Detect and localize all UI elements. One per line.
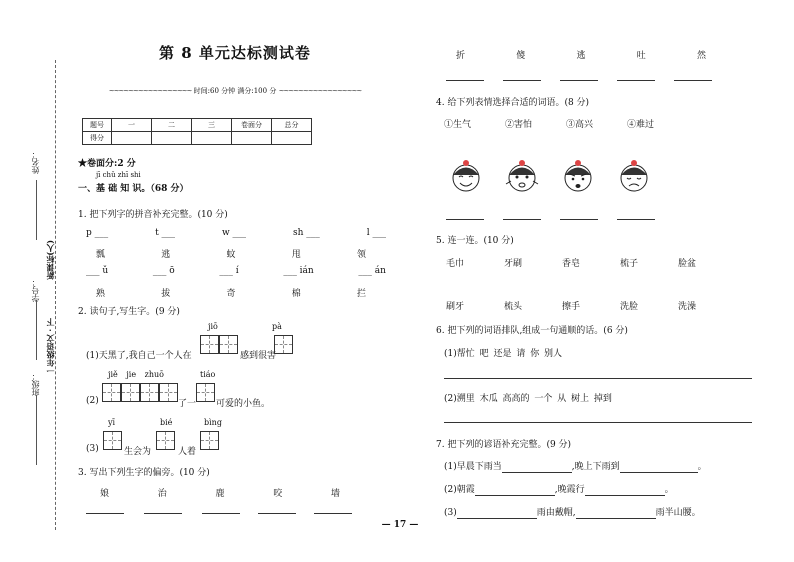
pinyin-blank[interactable]: w ___ [221,228,247,238]
sentence-text: 了一 [178,399,197,409]
char: 甩 [291,250,301,260]
char: 领 [356,250,366,260]
pinyin-row: jiě jie zhuō [108,370,164,379]
answer-line[interactable] [446,80,484,81]
q3-title: 3. 写出下列生字的偏旁。(10 分) [78,468,210,478]
q1-title: 1. 把下列字的拼音补充完整。(10 分) [78,210,228,220]
q1-row2-pinyin [86,266,386,276]
answer-line[interactable] [314,513,352,514]
score-header-cell: 三 [192,119,232,132]
char: 咬 [273,489,283,499]
answer-blank[interactable] [502,462,572,473]
pinyin-label: yī [108,418,116,427]
page-number: — 17 — [381,520,419,530]
match-item[interactable]: 脸盆 [677,259,696,269]
pinyin-blank[interactable]: ___ í [219,266,239,276]
match-item[interactable]: 梳头 [503,302,522,312]
char-box[interactable] [103,431,122,450]
pinyin-label: bié [160,418,173,427]
id-field[interactable] [36,300,37,360]
score-header-cell: 题号 [83,119,112,132]
char-box[interactable] [200,431,219,450]
pinyin-blank[interactable]: l ___ [366,228,386,238]
grade-label: 一年级语文 · 下 [45,318,55,375]
pinyin-label: tiáo [200,370,216,379]
char-box[interactable] [200,335,219,354]
answer-line[interactable] [202,513,240,514]
pinyin-blank[interactable]: ___ ǔ [86,266,109,276]
char: 傻 [516,51,526,61]
scared-face-icon [502,158,542,194]
q3-chars-continued [456,48,706,61]
match-item[interactable]: 梳子 [619,259,638,269]
char: 蚊 [226,250,236,260]
sentence-text: (1)天黑了,我自己一个人在 [86,351,192,361]
pinyin-label: bìng [204,418,222,427]
answer-line[interactable] [444,378,752,379]
name-label: 姓名： [31,150,40,174]
char: 拔 [161,289,171,299]
q1-row1-chars [96,247,366,260]
sentence-text: 生会为 [124,447,152,457]
answer-line[interactable] [617,219,655,220]
pinyin-blank[interactable]: p ___ [86,228,109,238]
q6-sentence-2: (2)溯里 木瓜 高高的 一个 从 树上 掉到 [444,394,612,404]
answer-line[interactable] [258,513,296,514]
char: 逃 [161,250,171,260]
pinyin-blank[interactable]: t ___ [155,228,176,238]
char: 熟 [96,289,106,299]
sentence-text: 可爱的小鱼。 [216,399,271,409]
q7-item-1: (1)早晨下雨当 ,晚上下雨到 。 [444,462,707,472]
answer-line[interactable] [444,422,752,423]
score-header-cell: 一 [112,119,152,132]
id-label: 学号： [31,278,40,302]
char-box[interactable] [156,431,175,450]
pinyin-label: jiō [208,322,218,331]
q4-options [444,117,654,130]
q4-title: 4. 给下列表情选择合适的词语。(8 分) [436,98,590,108]
char: 治 [157,489,167,499]
char: 棉 [291,289,301,299]
q5-title: 5. 连一连。(10 分) [436,236,514,246]
score-cell[interactable] [232,132,272,145]
q3-chars [100,486,340,499]
answer-line[interactable] [144,513,182,514]
score-header-cell: 二 [152,119,192,132]
score-header-cell: 卷面分 [232,119,272,132]
char-box[interactable] [196,383,215,402]
pinyin-label: pà [272,322,282,331]
answer-line[interactable] [503,80,541,81]
option-label: ②害怕 [504,120,532,130]
pinyin-blank[interactable]: sh ___ [293,228,320,238]
exam-meta: ~~~~~~~~~~~~~~~~~ 时间:60 分钟 满分:100 分 ~~~~~~~~~~~~~~~~~ [108,87,362,95]
answer-blank[interactable] [585,485,665,496]
char: 然 [696,51,706,61]
sentence-text: 感到很害 [240,351,277,361]
score-cell[interactable] [192,132,232,145]
score-cell[interactable] [112,132,152,145]
char-box[interactable] [121,383,140,402]
page-title: 第 8 单元达标测试卷 [159,44,311,62]
match-item[interactable]: 香皂 [561,259,580,269]
class-label: 班级： [31,372,40,396]
match-item[interactable]: 擦手 [561,302,580,312]
match-item[interactable]: 洗澡 [677,302,696,312]
sentence-text: (3) [86,444,99,454]
option-label: ①生气 [444,120,472,130]
match-item[interactable]: 刷牙 [446,302,465,312]
answer-line[interactable] [86,513,124,514]
q1-row1-pinyin [86,228,386,238]
q5-top-row [446,256,696,269]
section1-pinyin: jī chǔ zhī shi [96,171,141,179]
char: 鹿 [215,489,225,499]
score-cell[interactable] [272,132,312,145]
pinyin-blank[interactable]: ___ ō [152,266,175,276]
sentence-text: (2) [86,396,99,406]
q2-title: 2. 读句子,写生字。(9 分) [78,307,180,317]
name-field[interactable] [36,180,37,240]
edition-label: 新课标(人) [45,240,55,280]
pinyin-blank[interactable]: ___ án [358,266,386,276]
q7-item-3: (3) 雨由戴帽, 雨半山腰。 [444,508,701,518]
exam-time-score: 时间:60 分钟 满分:100 分 [193,87,277,95]
char-box[interactable] [159,383,178,402]
answer-line[interactable] [503,219,541,220]
q6-sentence-1: (1)帮忙 吧 还是 请 你 别人 [444,349,563,359]
answer-blank[interactable] [620,462,698,473]
q6-title: 6. 把下列的词语排队,组成一句通顺的话。(6 分) [436,326,628,336]
option-label: ③高兴 [565,120,593,130]
char: 折 [456,51,466,61]
option-label: ④难过 [626,120,654,130]
score-table [82,118,312,145]
answer-line[interactable] [560,80,598,81]
char-box[interactable] [274,335,293,354]
answer-line[interactable] [446,219,484,220]
angry-face-icon [558,158,598,194]
class-field[interactable] [36,395,37,465]
match-item[interactable]: 牙刷 [503,259,522,269]
match-item[interactable]: 毛巾 [446,259,465,269]
char: 拦 [356,289,366,299]
char: 娘 [100,489,110,499]
answer-line[interactable] [674,80,712,81]
answer-line[interactable] [617,80,655,81]
score-header-cell: 总分 [272,119,312,132]
char: 逃 [576,51,586,61]
char: 吐 [636,51,646,61]
score-label-cell: 得分 [83,132,112,145]
q1-row2-chars [96,286,366,299]
binding-strip [0,0,62,562]
char-box[interactable] [219,335,238,354]
answer-blank[interactable] [457,508,537,519]
cut-line [55,60,56,530]
section1-title: 一、基 础 知 识。（68 分） [78,184,189,194]
q5-bottom-row [446,299,696,312]
sad-face-icon [614,158,654,194]
neatness-score: ★卷面分:2 分 [78,159,136,169]
q7-item-2: (2)朝霞 ,晚霞行 。 [444,485,674,495]
pinyin-blank[interactable]: ___ ián [283,266,314,276]
char-box[interactable] [140,383,159,402]
score-cell[interactable] [152,132,192,145]
answer-line[interactable] [560,219,598,220]
answer-blank[interactable] [576,508,656,519]
answer-blank[interactable] [475,485,555,496]
char: 墙 [330,489,340,499]
char-box[interactable] [102,383,121,402]
char: 奇 [226,289,236,299]
char: 瓢 [96,250,106,260]
q7-title: 7. 把下列的谚语补充完整。(9 分) [436,440,572,450]
sentence-text: 人着 [178,447,197,457]
happy-face-icon [446,158,486,194]
match-item[interactable]: 洗脸 [619,302,638,312]
